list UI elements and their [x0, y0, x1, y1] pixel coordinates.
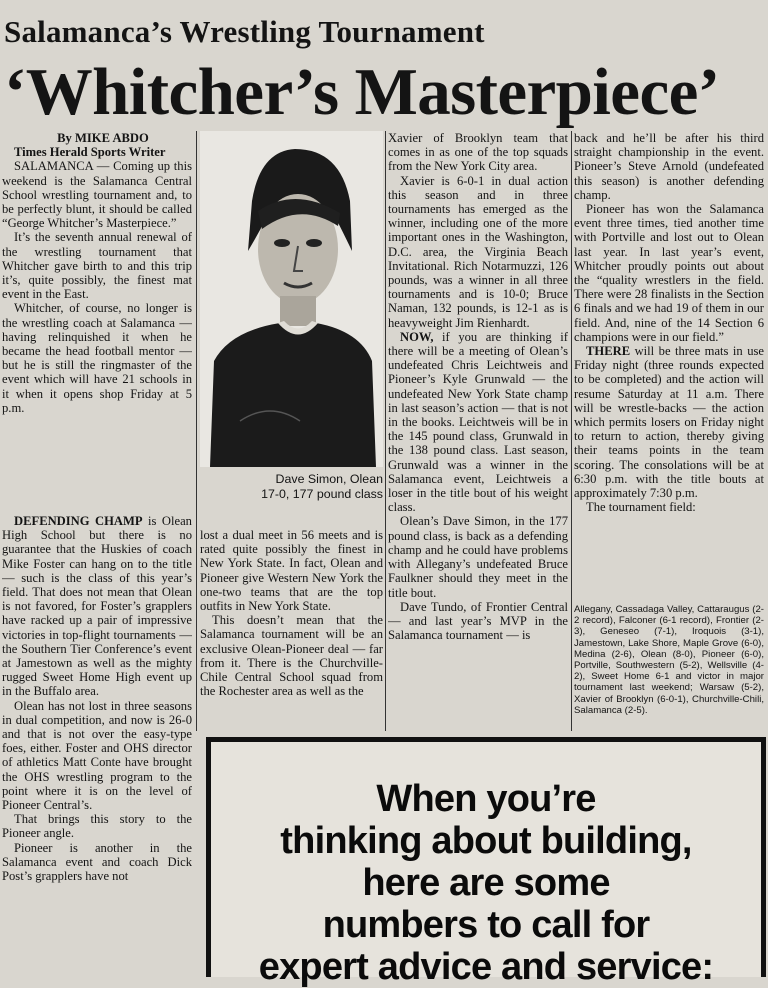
subhead-lead: DEFENDING CHAMP [14, 514, 143, 528]
ad-line: numbers to call for [322, 904, 650, 946]
article-paragraph: Xavier of Brooklyn team that comes in as one of the top squads from the New York City area. [388, 131, 568, 174]
subhead-lead: NOW, [400, 329, 434, 344]
article-column-3 [388, 131, 568, 751]
main-headline: ‘Whitcher’s Masterpiece’ [4, 55, 720, 129]
article-paragraph: Pioneer has won the Salamanca event three times, tied another time with Portville and lost out to Olean last year. In last year’s event, Whitcher proudly points out about the “quality wrestlers in the field. There were 28 finalists in the Section 6 finals and we had 19 of them in our field. And, nine of the 14 Section 6 champions were in our field.” [574, 202, 764, 344]
byline-author: By MIKE ABDO [57, 131, 149, 145]
article-paragraph: Pioneer is another in the Salamanca event and coach Dick Post’s grapplers have not [2, 840, 192, 884]
column-rule [571, 131, 572, 731]
article-paragraph: SALAMANCA — Coming up this weekend is the Salamanca Central School wrestling tournament and, to be perfectly blunt, it should be called “George Whitcher’s Masterpiece.” [2, 159, 192, 231]
caption-name: Dave Simon, Olean [275, 472, 383, 486]
article-paragraph: NOW, if you are thinking if there will be a meeting of Olean’s undefeated Chris Leichtweis and Pioneer’s Kyle Grunwald — the undefeated New York State champ in last season’s action — that is not in the books. Leichtweis will be in the 145 pound class, Grunwald in the 138 pound class. Last season, Grunwald was a winner in the Salamanca event, Leichtweis a loser in the title bout of his weight class. [388, 329, 568, 515]
ad-line: expert advice and service: [258, 946, 714, 988]
article-paragraph: Whitcher, of course, no longer is the wrestling coach at Salamanca — having relinquished it when he became the head football mentor — but he is still the ringmaster of the event which will have 21 schools in it when it opens shop Friday at 5 p.m. [2, 301, 192, 415]
article-paragraph: Olean has not lost in three seasons in dual competition, and now is 26-0 and that is not over the easy-type foes, either. Foster and OHS director of athletics Matt Conte have brought the OHS wrestling program to the point where it is on the level of Pioneer Central’s. [2, 698, 192, 813]
article-paragraph: This doesn’t mean that the Salamanca tournament will be an exclusive Olean-Pioneer deal — far from it. There is the Churchville-Chile Central School squad from the Rochester area as well as the [200, 613, 383, 699]
portrait-photo [200, 131, 383, 467]
kicker-headline: Salamanca’s Wrestling Tournament [4, 14, 485, 49]
article-paragraph: Dave Tundo, of Frontier Central — and last year’s MVP in the Salamanca tournament — is [388, 599, 568, 643]
photo-caption [200, 472, 383, 502]
article-column-2 [200, 528, 383, 748]
advertisement [206, 737, 766, 988]
article-paragraph: Olean’s Dave Simon, in the 177 pound class, is back as a defending champ and he could have problems with Allegany’s undefeated Bruce Faulkner should they meet in the title bout. [388, 514, 568, 600]
article-column-1-lower [2, 514, 192, 977]
byline-role: Times Herald Sports Writer [14, 145, 166, 160]
tournament-field-list: Allegany, Cassadaga Valley, Cattaraugus (2-2 record), Falconer (6-1 record), Frontier (2-3), Geneseo (7-1), Iroquois (3-1), Jamestown, Lake Shore, Maple Grove (6-0), Medina (2-6), Olean (8-0), Pioneer (6-0), Portville, Southwestern (5-2), Wellsville (4-2), Sweet Home 6-1 and victor in major tournament last weekend; Warsaw (5-2), Xavier of Brooklyn (6-0-1), Churchville-Chili, Salamanca (2-5). [574, 604, 764, 716]
article-paragraph: lost a dual meet in 56 meets and is rated quite possibly the finest in New York State. In fact, Olean and Pioneer give Western New York the one-two teams that are the top outfits in New York State. [200, 528, 383, 614]
article-paragraph: The tournament field: [586, 500, 696, 515]
column-rule [385, 131, 386, 731]
ad-line: thinking about building, [280, 820, 692, 862]
article-paragraph: That brings this story to the Pioneer angle. [2, 812, 192, 841]
ad-copy [211, 778, 761, 988]
article-paragraph: DEFENDING CHAMP is Olean High School but there is no guarantee that the Huskies of coach Mike Foster can hang on to the title — such is the class of this year’s field. That does not mean that Olean is not favored, for Foster’s grapplers have racked up a pair of impressive victories in top-flight tournaments — the Southern Tier Conference’s event at Jamestown as well as the mighty rugged Sweet Home High event up in the Buffalo area. [2, 514, 192, 699]
caption-record: 17-0, 177 pound class [261, 487, 383, 501]
ad-line: When you’re [376, 778, 596, 820]
ad-line: here are some [362, 862, 610, 904]
column-rule [196, 131, 197, 731]
article-paragraph: back and he’ll be after his third straight championship in the event. Pioneer’s Steve Arnold (undefeated this season) is another defending champ. [574, 131, 764, 202]
article-paragraph: THERE will be three mats in use Friday night (three rounds expected to be completed) and the action will resume Saturday at 11 a.m. There will be wrestle-backs — the action which permits losers on Friday night to return to action, thereby giving their teams points in the team scoring. The consolations will be at 6:30 p.m. with the title bouts at approximately 7:30 p.m. [574, 344, 764, 501]
article-paragraph: Xavier is 6-0-1 in dual action this season and in three tournaments has emerged as the winner, including one of the more important ones in the Washington, D.C. area, the Virginia Beach Invitational. Rich Notarmuzzi, 126 pounds, was a winner in all three tournaments and is 10-0; Bruce Naman, 132 pounds, is 12-1 as is heavyweight Jim Rienhardt. [388, 173, 568, 330]
article-paragraph: It’s the seventh annual renewal of the wrestling tournament that Whitcher gave birth to and this trip it’s, quite possibly, the finest mat event in the East. [2, 230, 192, 302]
article-column-4 [574, 131, 764, 587]
subhead-lead: THERE [586, 344, 631, 359]
